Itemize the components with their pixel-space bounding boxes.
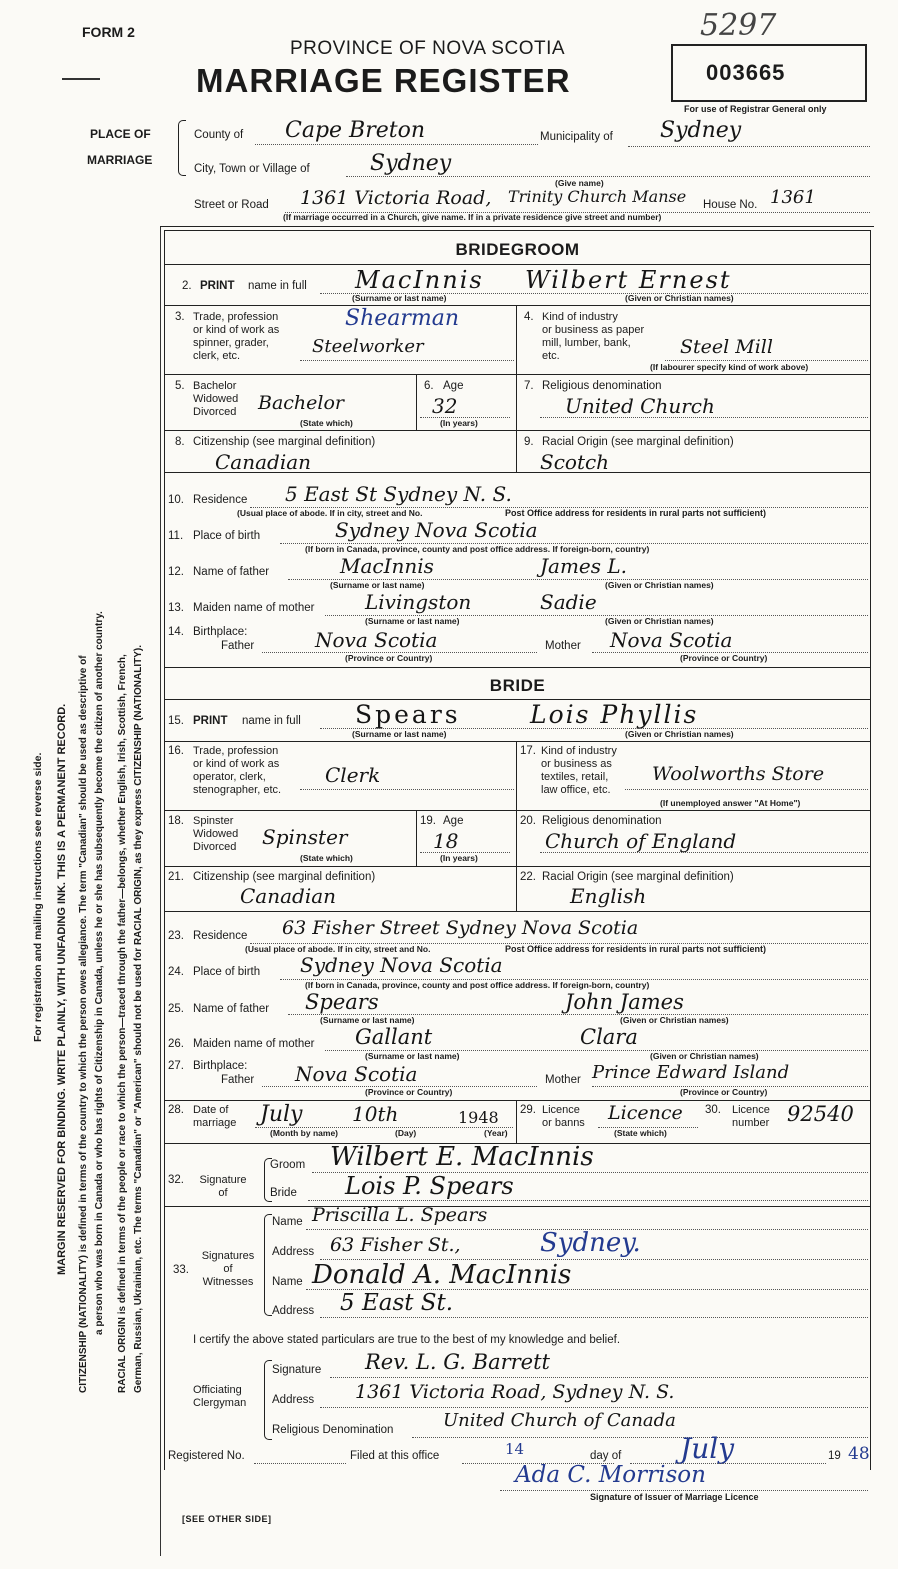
house-value[interactable]: 1361 (770, 187, 816, 208)
bride-citizenship[interactable]: Canadian (240, 884, 337, 908)
place-brace (178, 120, 186, 176)
bride-mother-given[interactable]: Clara (580, 1025, 638, 1049)
bride-heading: BRIDE (489, 676, 546, 695)
witness1-name[interactable]: Priscilla L. Spears (312, 1204, 488, 1226)
city-value[interactable]: Sydney (370, 151, 452, 176)
groom-mother-given[interactable]: Sadie (540, 590, 597, 614)
margin-citizenship-1: CITIZENSHIP (NATIONALITY) is defined in terms of the country to which the person owes allegiance. The term "Canadian" should be used as descriptive of (78, 655, 89, 1393)
margin-instructions: For registration and mailing instructions see reverse side. (32, 752, 44, 1042)
bride-mother-birthplace[interactable]: Prince Edward Island (592, 1062, 790, 1083)
groom-mother-surname[interactable]: Livingston (365, 590, 472, 614)
house-label: House No. (703, 199, 758, 211)
marriage-year[interactable]: 1948 (458, 1108, 499, 1127)
street-label: Street or Road (194, 199, 269, 211)
clergy-address[interactable]: 1361 Victoria Road, Sydney N. S. (355, 1381, 675, 1403)
place-heading-2: MARRIAGE (87, 153, 153, 167)
groom-surname[interactable]: MacInnis (355, 266, 484, 294)
top-note: 5297 (700, 8, 777, 43)
municipality-label: Municipality of (540, 131, 613, 143)
groom-trade-2[interactable]: Steelworker (312, 336, 424, 357)
bride-birthplace[interactable]: Sydney Nova Scotia (300, 953, 503, 977)
groom-religion[interactable]: United Church (565, 394, 715, 418)
groom-age[interactable]: 32 (432, 394, 458, 418)
licence-or-banns[interactable]: Licence (608, 1102, 683, 1124)
bride-residence[interactable]: 63 Fisher Street Sydney Nova Scotia (282, 917, 639, 939)
groom-trade-1[interactable]: Shearman (345, 306, 460, 331)
city-label: City, Town or Village of (194, 163, 310, 175)
register-number: 003665 (706, 60, 786, 85)
licence-number[interactable]: 92540 (787, 1102, 854, 1126)
groom-given[interactable]: Wilbert Ernest (525, 266, 732, 294)
groom-status[interactable]: Bachelor (258, 392, 345, 414)
bride-given[interactable]: Lois Phyllis (530, 700, 699, 729)
groom-father-birthplace[interactable]: Nova Scotia (315, 628, 438, 652)
register-title: MARRIAGE REGISTER (196, 62, 571, 99)
bride-status[interactable]: Spinster (262, 825, 348, 849)
bride-father-birthplace[interactable]: Nova Scotia (295, 1062, 418, 1086)
scribble-mark (62, 78, 100, 80)
marriage-month[interactable]: July (260, 1102, 303, 1127)
clergy-denomination[interactable]: United Church of Canada (443, 1410, 676, 1431)
bride-signature[interactable]: Lois P. Spears (345, 1172, 514, 1200)
form-label: FORM 2 (82, 24, 135, 40)
bride-age[interactable]: 18 (433, 829, 459, 853)
bride-industry[interactable]: Woolworths Store (652, 763, 825, 785)
bride-religion[interactable]: Church of England (545, 829, 737, 853)
groom-citizenship[interactable]: Canadian (215, 450, 312, 474)
bride-trade[interactable]: Clerk (325, 763, 381, 787)
margin-binding-note: MARGIN RESERVED FOR BINDING. WRITE PLAINLY, WITH UNFADING INK. THIS IS A PERMANENT RECORD. (56, 703, 68, 1275)
registrar-note: For use of Registrar General only (684, 104, 827, 114)
bride-racial-origin[interactable]: English (570, 884, 647, 908)
church-value[interactable]: Trinity Church Manse (508, 187, 687, 206)
filed-month[interactable]: July (680, 1432, 735, 1465)
filed-year[interactable]: 48 (848, 1444, 870, 1464)
bride-father-given[interactable]: John James (565, 990, 684, 1014)
province-title: PROVINCE OF NOVA SCOTIA (289, 38, 566, 59)
issuer-caption: Signature of Issuer of Marriage Licence (590, 1492, 759, 1502)
street-note: (If marriage occurred in a Church, give name. If in a private residence give street and number) (283, 212, 662, 222)
see-other-side: [SEE OTHER SIDE] (182, 1514, 272, 1524)
groom-signature[interactable]: Wilbert E. MacInnis (330, 1142, 594, 1172)
clergy-signature[interactable]: Rev. L. G. Barrett (365, 1350, 550, 1374)
margin-racial-2: German, Russian, Ukrainian, etc. The terms "Canadian" or "American" should not be used for RACIAL ORIGIN, as they express CITIZENSHIP (NATIONALITY). (133, 644, 144, 1393)
groom-industry[interactable]: Steel Mill (680, 336, 773, 358)
county-label: County of (194, 129, 244, 141)
municipality-value[interactable]: Sydney (660, 118, 742, 143)
witness1-address[interactable]: 63 Fisher St., (330, 1234, 461, 1256)
groom-racial-origin[interactable]: Scotch (540, 450, 610, 474)
place-heading-1: PLACE OF (90, 127, 151, 141)
bride-surname[interactable]: Spears (355, 700, 461, 729)
give-name-caption: (Give name) (555, 178, 604, 188)
groom-father-surname[interactable]: MacInnis (340, 554, 434, 578)
groom-father-given[interactable]: James L. (540, 554, 628, 578)
witness2-name[interactable]: Donald A. MacInnis (312, 1260, 572, 1290)
filed-day[interactable]: 14 (505, 1440, 525, 1458)
street-value[interactable]: 1361 Victoria Road, (300, 187, 492, 209)
bride-print-label: PRINT (193, 715, 228, 727)
bridegroom-heading: BRIDEGROOM (455, 240, 580, 259)
witness2-address[interactable]: 5 East St. (340, 1290, 454, 1316)
witness1-city[interactable]: Sydney. (540, 1228, 641, 1258)
groom-residence[interactable]: 5 East St Sydney N. S. (285, 482, 512, 506)
marriage-day[interactable]: 10th (352, 1102, 399, 1126)
county-value[interactable]: Cape Breton (285, 118, 426, 143)
groom-print-label: PRINT (200, 280, 235, 292)
bride-mother-surname[interactable]: Gallant (355, 1025, 433, 1049)
certification-text: I certify the above stated particulars are true to the best of my knowledge and belief. (193, 1334, 621, 1346)
filed-label: Filed at this office (350, 1450, 440, 1462)
issuer-signature[interactable]: Ada C. Morrison (515, 1462, 706, 1488)
registered-no-label: Registered No. (168, 1450, 245, 1462)
groom-mother-birthplace[interactable]: Nova Scotia (610, 628, 733, 652)
margin-citizenship-2: a person who was born in Canada or who has rights of Citizenship in Canada, unless he or she has subsequently become the citizen of another country. (94, 611, 105, 1335)
bride-father-surname[interactable]: Spears (305, 990, 379, 1014)
margin-racial-1: RACIAL ORIGIN is defined in terms of the people or race to which the person—traced through the father—belongs, whether English, Irish, Scottish, French, (117, 654, 128, 1393)
groom-birthplace[interactable]: Sydney Nova Scotia (335, 518, 538, 542)
